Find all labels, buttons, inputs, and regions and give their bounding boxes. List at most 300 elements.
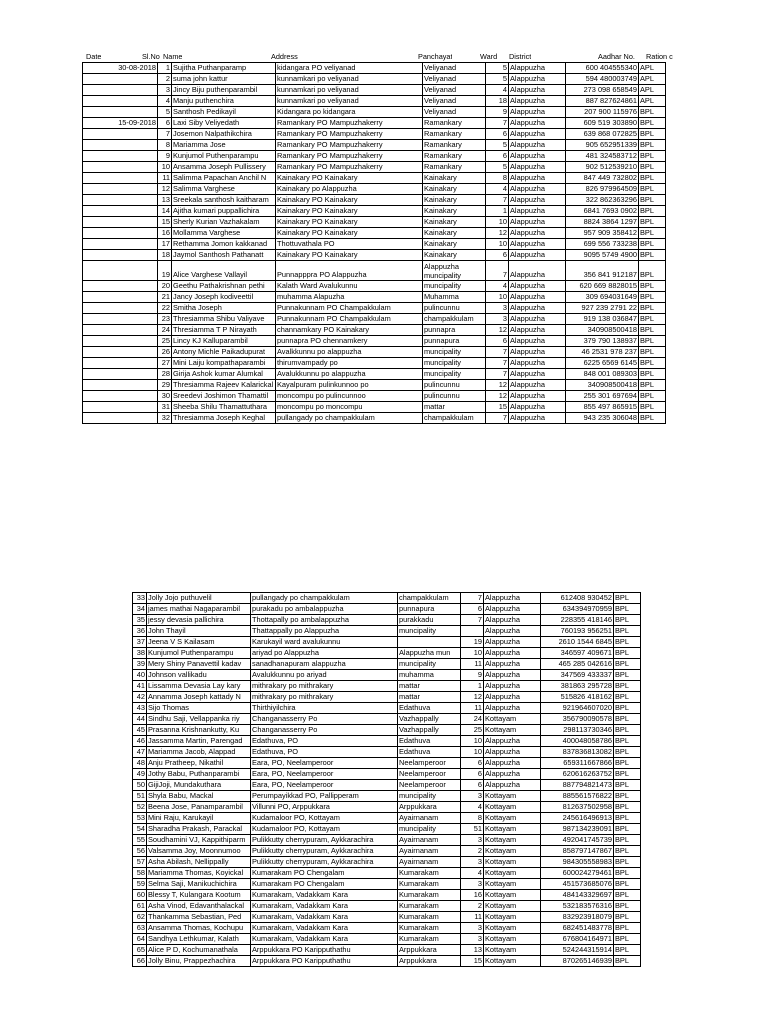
cell-name: Thresiamma T P Nirayath [172,325,276,336]
table-row [133,670,641,681]
table-row [133,681,641,692]
cell-panchayat: Edathuva [398,736,461,747]
cell-aadhar: 255 301 697694 [566,391,639,402]
table-row [83,151,666,162]
cell-district: Kottayam [484,879,541,890]
cell-address: Eara, PO, Neelamperoor [251,758,398,769]
cell-date [83,162,158,173]
cell-aadhar: 812637502958 [541,802,614,813]
cell-name: Sreekala santhosh kaitharam [172,195,276,206]
cell-ward: 7 [486,413,509,424]
cell-address: purakadu po ambalappuzha [251,604,398,615]
cell-date [83,314,158,325]
cell-address: mithrakary po mithrakary [251,681,398,692]
cell-district: Alappuzha [484,736,541,747]
cell-ward: 12 [486,380,509,391]
cell-ration: BPL [614,769,641,780]
cell-ward: 7 [461,615,484,626]
header-row [0,52,768,62]
cell-panchayat: pulincunnu [423,380,486,391]
cell-aadhar: 855 497 865915 [566,402,639,413]
cell-district: Alappuzha [509,391,566,402]
cell-ration: APL [639,74,666,85]
cell-aadhar: 524244315914 [541,945,614,956]
cell-address: Kumarakam, Vadakkam Kara [251,934,398,945]
cell-ration: BPL [614,670,641,681]
cell-address: Kainakary po Alappuzha [276,184,423,195]
cell-district: Kottayam [484,824,541,835]
cell-address: Punnakunnam PO Champakkulam [276,303,423,314]
table-row [83,107,666,118]
cell-date: 30-08-2018 [83,63,158,74]
cell-aadhar: 612408 930452 [541,593,614,604]
cell-ration: APL [639,85,666,96]
cell-address: Kainakary PO Kainakary [276,206,423,217]
cell-name: Jassamma Martin, Parengad [147,736,251,747]
cell-slno: 60 [133,890,147,901]
cell-ward: 10 [486,217,509,228]
cell-address: Thirthiyilchira [251,703,398,714]
cell-district: Alappuzha [484,615,541,626]
cell-ward: 16 [461,890,484,901]
cell-ward: 10 [461,648,484,659]
cell-district: Kottayam [484,714,541,725]
table-row [83,325,666,336]
table-row [133,637,641,648]
cell-slno: 53 [133,813,147,824]
cell-slno: 16 [158,228,172,239]
cell-address: thirumvampady po [276,358,423,369]
cell-panchayat: Alappuzha mun [398,648,461,659]
cell-panchayat: Kumarakam [398,912,461,923]
cell-district: Alappuzha [509,303,566,314]
cell-slno: 51 [133,791,147,802]
cell-slno: 14 [158,206,172,217]
cell-ward [461,626,484,637]
cell-name: Ajitha kumari puppallichira [172,206,276,217]
table-row [133,703,641,714]
cell-slno: 6 [158,118,172,129]
cell-aadhar: 298113730346 [541,725,614,736]
cell-slno: 59 [133,879,147,890]
cell-name: suma john kattur [172,74,276,85]
cell-ward: 10 [486,239,509,250]
cell-name: Jincy Biju puthenparambil [172,85,276,96]
cell-ward: 8 [461,813,484,824]
cell-slno: 52 [133,802,147,813]
cell-district: Kottayam [484,945,541,956]
cell-date [83,413,158,424]
cell-date [83,228,158,239]
cell-panchayat: Kainakary [423,239,486,250]
cell-ration: BPL [614,813,641,824]
cell-name: Sijo Thomas [147,703,251,714]
cell-panchayat: Ayairnanam [398,846,461,857]
cell-ration: BPL [614,736,641,747]
table-row [83,173,666,184]
table-row [83,391,666,402]
cell-aadhar: 620616263752 [541,769,614,780]
cell-date [83,96,158,107]
cell-address: Kudamaloor PO, Kottayam [251,813,398,824]
cell-district: Kottayam [484,912,541,923]
table-row [83,140,666,151]
cell-district: Alappuzha [484,758,541,769]
table-row [133,879,641,890]
cell-aadhar: 481 324583712 [566,151,639,162]
cell-ward: 7 [461,593,484,604]
cell-panchayat: Alappuzha muncipality [423,261,486,281]
cell-aadhar: 609 519 303890 [566,118,639,129]
cell-slno: 26 [158,347,172,358]
cell-district: Alappuzha [509,292,566,303]
cell-address: Villunni PO, Arppukkara [251,802,398,813]
cell-slno: 44 [133,714,147,725]
cell-aadhar: 600 404555340 [566,63,639,74]
cell-ward: 13 [461,945,484,956]
table-row [83,303,666,314]
cell-aadhar: 639 868 072825 [566,129,639,140]
cell-slno: 13 [158,195,172,206]
cell-name: Johnson vallikadu [147,670,251,681]
cell-aadhar: 887 827624861 [566,96,639,107]
cell-address: Thottapally po ambalappuzha [251,615,398,626]
cell-ration: BPL [639,206,666,217]
cell-name: Jancy Joseph kodiveettil [172,292,276,303]
cell-panchayat: mattar [398,681,461,692]
cell-ration: BPL [639,217,666,228]
cell-aadhar: 492041745739 [541,835,614,846]
cell-panchayat: Edathuva [398,703,461,714]
cell-aadhar: 837836813082 [541,747,614,758]
cell-ration: BPL [614,835,641,846]
cell-ration: BPL [639,195,666,206]
cell-ward: 3 [486,303,509,314]
cell-ward: 19 [461,637,484,648]
table-row [83,369,666,380]
cell-address: Ramankary PO Mampuzhakerry [276,129,423,140]
cell-ward: 6 [461,604,484,615]
cell-slno: 30 [158,391,172,402]
table-row [83,118,666,129]
cell-panchayat: Ramankary [423,129,486,140]
cell-slno: 47 [133,747,147,758]
cell-district: Alappuzha [509,63,566,74]
table-row [133,780,641,791]
cell-date [83,107,158,118]
table-row [83,63,666,74]
cell-panchayat: champakkulam [423,413,486,424]
cell-aadhar: 634394970959 [541,604,614,615]
cell-date [83,380,158,391]
cell-address: Kainakary PO Kainakary [276,173,423,184]
cell-district: Alappuzha [509,107,566,118]
cell-panchayat: Vazhappally [398,714,461,725]
cell-aadhar: 943 235 306048 [566,413,639,424]
cell-ration: BPL [639,162,666,173]
cell-address: Avalkkunnu po alappuzha [276,347,423,358]
table-row [133,890,641,901]
cell-slno: 55 [133,835,147,846]
cell-panchayat: Ayairnanam [398,857,461,868]
cell-ration: BPL [639,347,666,358]
table-row [83,184,666,195]
cell-address: moncompu po pulincunnoo [276,391,423,402]
cell-ward: 5 [486,140,509,151]
cell-aadhar: 594 480003749 [566,74,639,85]
table-row [133,945,641,956]
cell-aadhar: 870265146939 [541,956,614,967]
header-date: Date [86,52,102,61]
cell-ward: 2 [461,901,484,912]
cell-name: Salimma Papachan Anchil N [172,173,276,184]
cell-district: Alappuzha [509,347,566,358]
cell-slno: 45 [133,725,147,736]
table-row [83,228,666,239]
cell-address: Perumpayikkad PO, Pallipperam [251,791,398,802]
cell-address: Pulikkutty cherrypuram, Aykkarachira [251,846,398,857]
cell-date [83,391,158,402]
cell-district: Kottayam [484,846,541,857]
cell-slno: 3 [158,85,172,96]
cell-ward: 6 [461,758,484,769]
cell-district: Alappuzha [509,281,566,292]
cell-district: Kottayam [484,934,541,945]
cell-district: Alappuzha [509,228,566,239]
table-row [133,659,641,670]
cell-ward: 3 [461,923,484,934]
cell-district: Kottayam [484,890,541,901]
cell-ward: 9 [486,107,509,118]
cell-date [83,173,158,184]
cell-address: kidangara PO veliyanad [276,63,423,74]
cell-ward: 7 [486,118,509,129]
cell-name: Sheeba Shilu Thamattuthara [172,402,276,413]
cell-name: Ansamma Thomas, Kochupu [147,923,251,934]
cell-name: Sreedevi Joshimon Thamattil [172,391,276,402]
cell-district: Alappuzha [509,239,566,250]
cell-name: Rethamma Jomon kakkanad [172,239,276,250]
cell-name: Jolly Jojo puthuvelil [147,593,251,604]
cell-date [83,281,158,292]
cell-slno: 24 [158,325,172,336]
cell-ward: 4 [461,868,484,879]
cell-aadhar: 927 239 2791 22 [566,303,639,314]
cell-ration: BPL [614,956,641,967]
cell-slno: 61 [133,901,147,912]
cell-slno: 38 [133,648,147,659]
cell-panchayat: Neelamperoor [398,769,461,780]
cell-address: mithrakary po mithrakary [251,692,398,703]
cell-address: channamkary PO Kainakary [276,325,423,336]
cell-address: Ramankary PO Mampuzhakerry [276,140,423,151]
cell-aadhar: 273 098 658549 [566,85,639,96]
table-row [83,413,666,424]
cell-panchayat: muncipality [398,626,461,637]
cell-aadhar: 515826 418162 [541,692,614,703]
cell-aadhar: 465 285 042616 [541,659,614,670]
cell-slno: 65 [133,945,147,956]
cell-address: Thottuvathala PO [276,239,423,250]
cell-panchayat: Edathuva [398,747,461,758]
header-ration: Ration c [646,52,673,61]
cell-district: Kottayam [484,956,541,967]
cell-date [83,217,158,228]
cell-slno: 25 [158,336,172,347]
cell-district: Kottayam [484,868,541,879]
cell-address: Kayalpuram pulinkunnoo po [276,380,423,391]
cell-district: Alappuzha [509,358,566,369]
cell-date [83,303,158,314]
cell-date [83,151,158,162]
cell-ration: BPL [614,725,641,736]
cell-slno: 33 [133,593,147,604]
cell-ration: BPL [614,791,641,802]
header-ward: Ward [480,52,498,61]
cell-address: Edathuva, PO [251,747,398,758]
table-row [133,714,641,725]
cell-district: Alappuzha [484,703,541,714]
cell-ward: 4 [461,802,484,813]
cell-aadhar: 676804164971 [541,934,614,945]
cell-district: Alappuzha [509,206,566,217]
cell-ward: 2 [461,846,484,857]
table-row [83,402,666,413]
cell-ward: 9 [461,670,484,681]
cell-aadhar: 957 909 358412 [566,228,639,239]
cell-aadhar: 346597 409671 [541,648,614,659]
cell-ration: BPL [639,369,666,380]
cell-name: Mini Raju, Karukayil [147,813,251,824]
table-row [133,868,641,879]
cell-address: Kudamaloor PO, Kottayam [251,824,398,835]
cell-panchayat: Neelamperoor [398,780,461,791]
cell-ration: BPL [639,303,666,314]
cell-name: Manju puthenchira [172,96,276,107]
cell-name: Girija Ashok kumar Alumkal [172,369,276,380]
cell-aadhar: 887794821473 [541,780,614,791]
cell-district: Alappuzha [484,648,541,659]
cell-date: 15-09-2018 [83,118,158,129]
cell-date [83,402,158,413]
cell-name: Soudhamini VJ, Kappithiparm [147,835,251,846]
cell-panchayat: muhamma [398,670,461,681]
cell-aadhar: 207 900 115976 [566,107,639,118]
cell-date [83,261,158,281]
cell-address: Kalath Ward Avalukunnu [276,281,423,292]
table-row [83,281,666,292]
cell-ration: BPL [614,714,641,725]
cell-name: Blessy T, Kulangara Kootum [147,890,251,901]
cell-name: Mini Laiju kompathaparambi [172,358,276,369]
cell-ration: BPL [614,901,641,912]
cell-ration: BPL [614,824,641,835]
table-row [83,336,666,347]
cell-district: Alappuzha [509,85,566,96]
cell-ward: 25 [461,725,484,736]
cell-aadhar: 885561576822 [541,791,614,802]
cell-name: Alice P D, Kochumanathala [147,945,251,956]
cell-slno: 19 [158,261,172,281]
cell-aadhar: 902 512539210 [566,162,639,173]
table-row [83,292,666,303]
cell-panchayat: Kainakary [423,250,486,261]
beneficiary-table-1 [82,62,666,424]
cell-name: Jothy Babu, Puthanparambi [147,769,251,780]
cell-aadhar: 228355 418146 [541,615,614,626]
cell-address: Edathuva, PO [251,736,398,747]
cell-slno: 50 [133,780,147,791]
cell-panchayat: Ayairnanam [398,835,461,846]
table-row [83,85,666,96]
cell-district: Alappuzha [509,217,566,228]
cell-name: Thresiamma Rajeev Kalarickal [172,380,276,391]
cell-aadhar: 322 862363296 [566,195,639,206]
cell-ration: BPL [639,336,666,347]
table-row [133,956,641,967]
table-row [83,314,666,325]
cell-ration: BPL [614,945,641,956]
cell-ration: BPL [614,593,641,604]
cell-ward: 4 [486,184,509,195]
cell-name: Mariamma Jose [172,140,276,151]
cell-ward: 10 [486,292,509,303]
table-row [133,802,641,813]
table-row [133,604,641,615]
cell-slno: 39 [133,659,147,670]
cell-panchayat: Kumarakam [398,934,461,945]
table-row [133,747,641,758]
cell-address: Punnakunnam PO Champakkulam [276,314,423,325]
cell-address: Kumarakam PO Chengalam [251,879,398,890]
cell-date [83,85,158,96]
cell-panchayat: Veliyanad [423,85,486,96]
cell-aadhar: 356790090578 [541,714,614,725]
cell-ration: BPL [639,129,666,140]
cell-name: Mariamma Jacob, Alappad [147,747,251,758]
cell-date [83,239,158,250]
cell-panchayat: Veliyanad [423,107,486,118]
cell-address: muhamma Alapuzha [276,292,423,303]
cell-ration: BPL [639,140,666,151]
cell-ward: 12 [486,228,509,239]
table-row [133,846,641,857]
cell-slno: 17 [158,239,172,250]
cell-slno: 57 [133,857,147,868]
cell-ration: BPL [639,184,666,195]
cell-panchayat: mattar [398,692,461,703]
cell-name: Jolly Binu, Prappezhachira [147,956,251,967]
table-row [133,934,641,945]
cell-date [83,195,158,206]
cell-slno: 2 [158,74,172,85]
table-row [133,901,641,912]
cell-name: Sujitha Puthanparamp [172,63,276,74]
table-row [133,813,641,824]
table-row [133,912,641,923]
cell-name: Asha Vinod, Edavanthalackal [147,901,251,912]
cell-district: Alappuzha [509,151,566,162]
cell-panchayat: Muhamma [423,292,486,303]
cell-aadhar: 6841 7693 0902 [566,206,639,217]
cell-district: Alappuzha [509,118,566,129]
table-row [133,736,641,747]
cell-aadhar: 9095 5749 4900 [566,250,639,261]
cell-panchayat: Kumarakam [398,901,461,912]
cell-name: james mathai Nagaparambil [147,604,251,615]
table-row [133,648,641,659]
cell-ration: BPL [639,358,666,369]
